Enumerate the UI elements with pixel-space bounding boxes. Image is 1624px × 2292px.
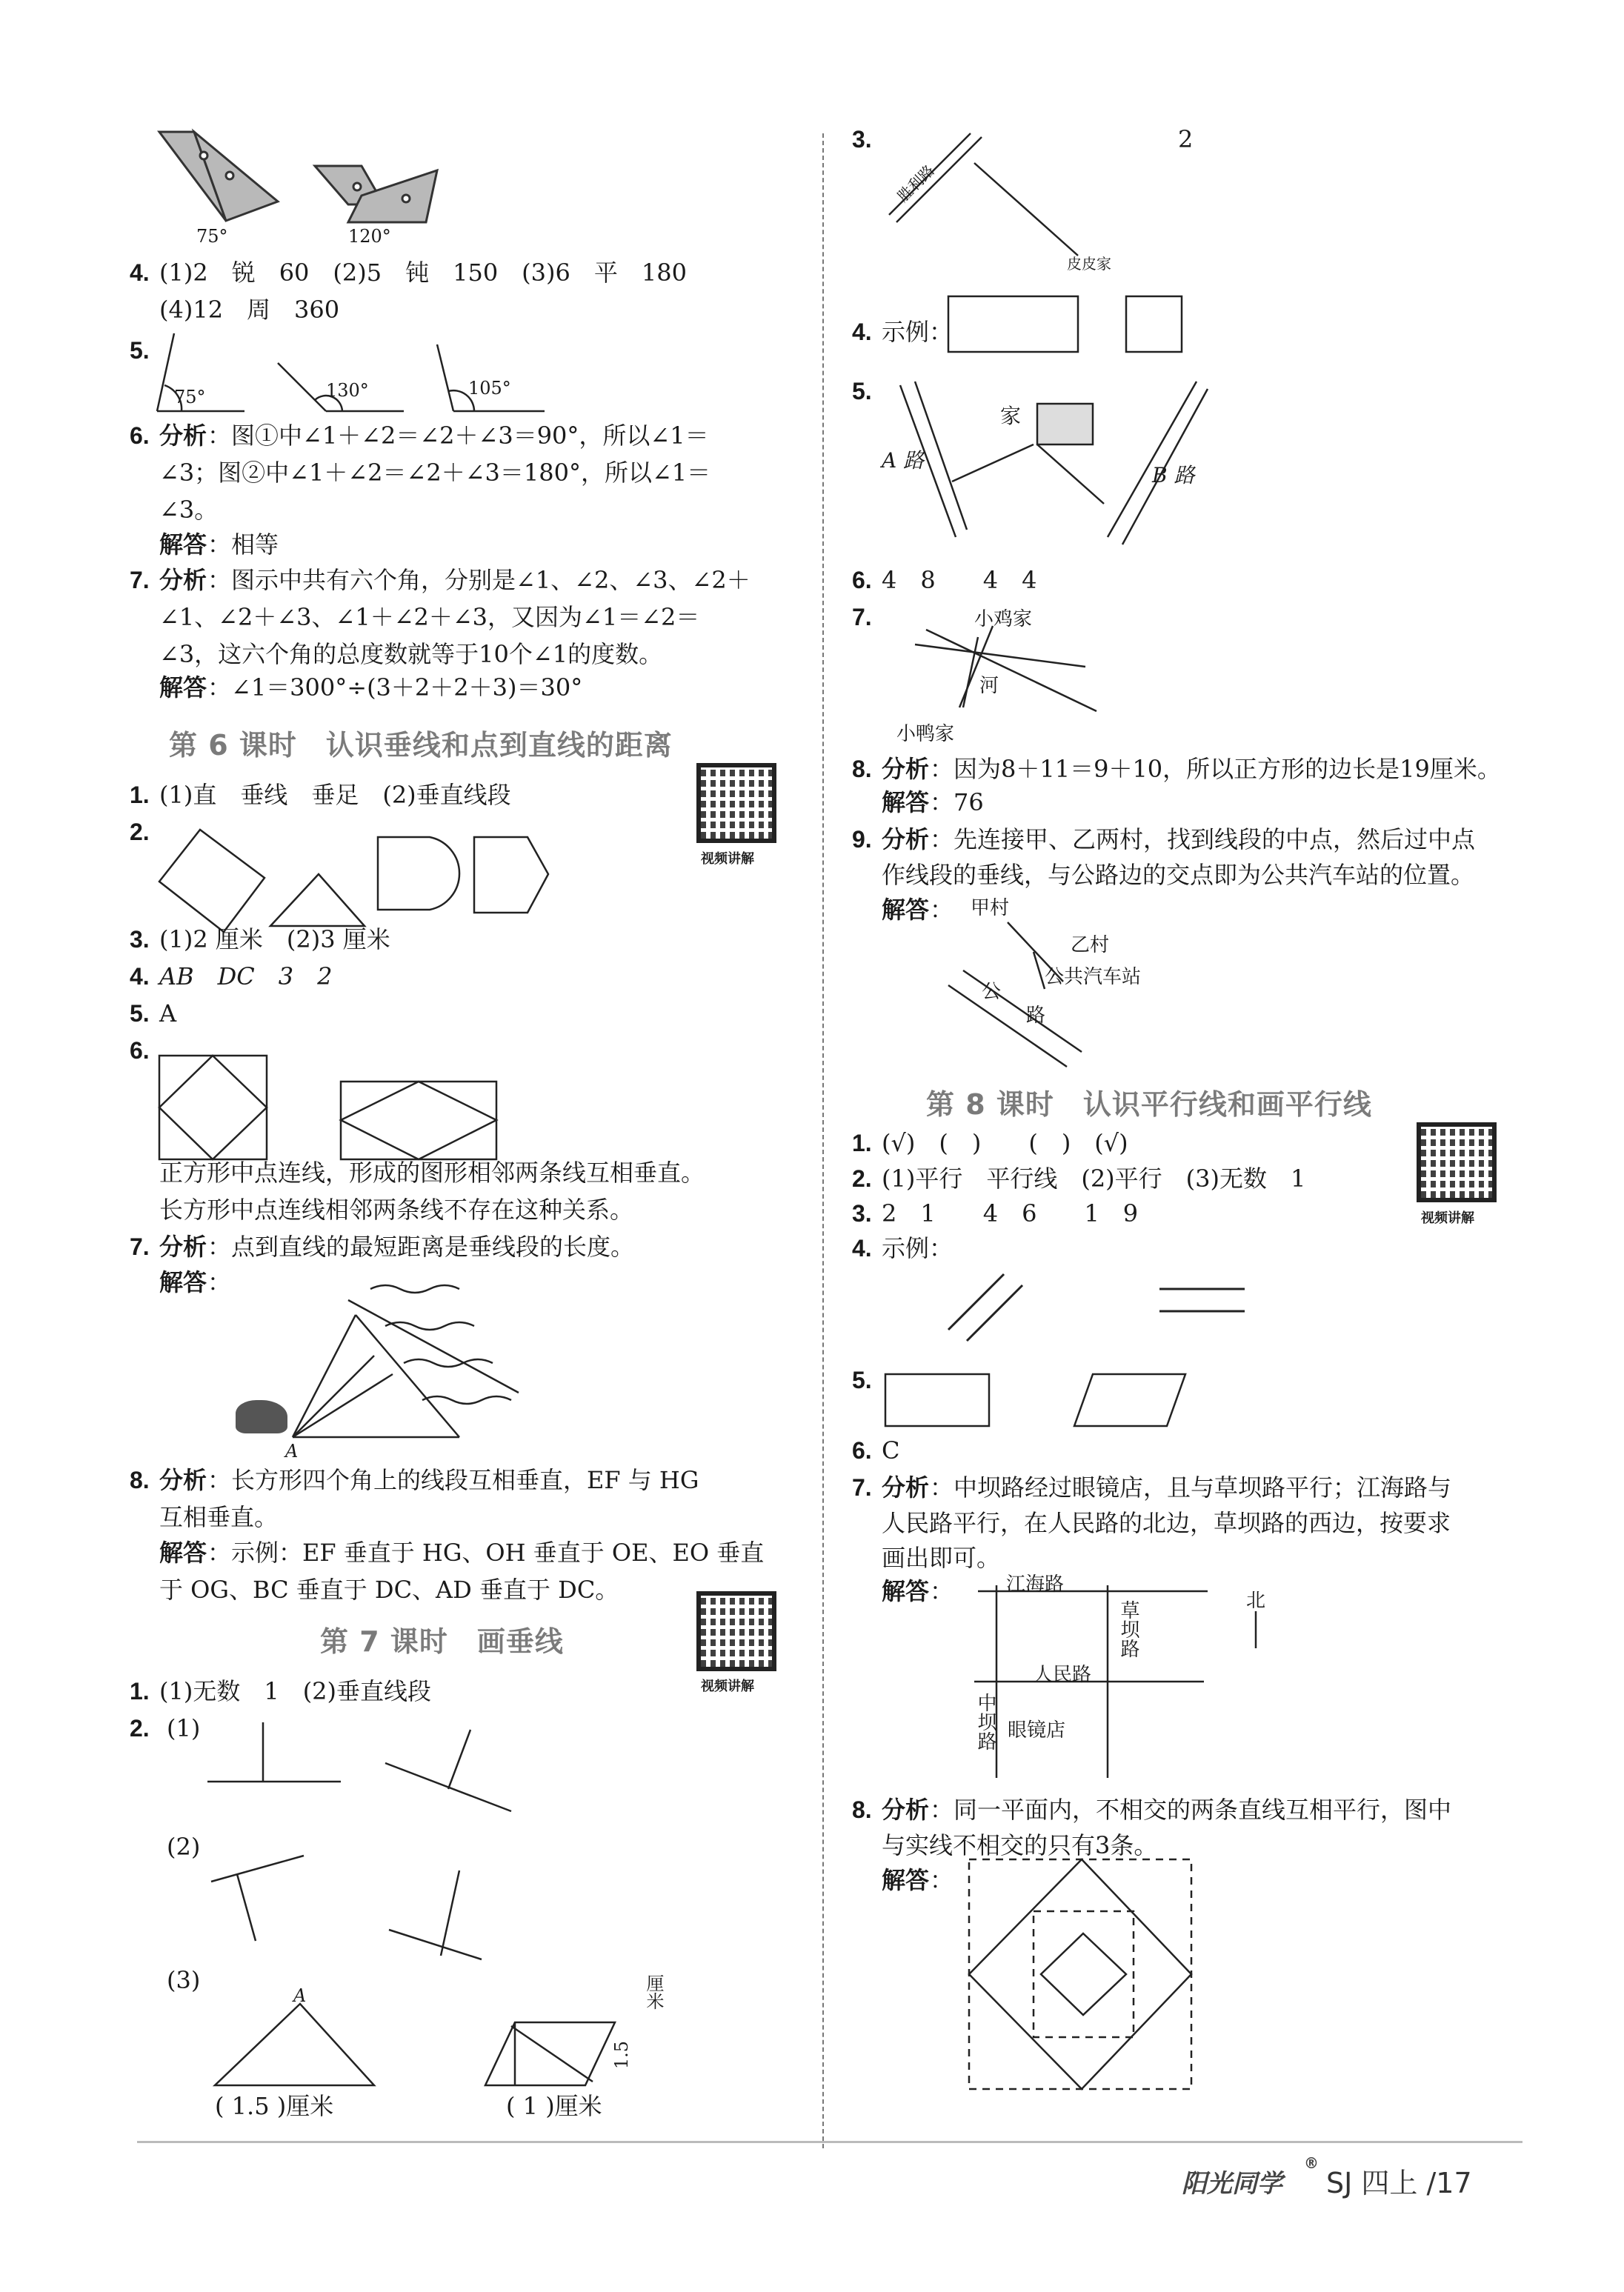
r-l8q4	[948, 1274, 1245, 1341]
lesson8-title: 第 8 课时 认识平行线和画平行线	[926, 1088, 1372, 1121]
r-q9-line1: ：先连接甲、乙两村，找到线段的中点，然后过中点	[930, 825, 1476, 853]
l7q2-figures	[207, 1722, 615, 2085]
r-q9-station: 公共汽车站	[1045, 966, 1142, 988]
l6q8-answer2: 于 OG、BC 垂直于 DC、AD 垂直于 DC。	[159, 1576, 619, 1604]
l7q2-sub1: (1)	[167, 1714, 201, 1742]
l6q8-num: 8.	[130, 1467, 150, 1493]
l6q7-analysis: ：点到直线的最短距离是垂线段的长度。	[207, 1233, 635, 1261]
r-q8-analysis-label: 分析	[882, 755, 930, 783]
r-q9-road2: 路	[1026, 1005, 1046, 1027]
r-l8q7-line3: 画出即可。	[882, 1544, 1001, 1572]
l6q1-num: 1.	[130, 782, 150, 808]
r-l8q4-text: 示例：	[882, 1234, 954, 1262]
r-l8q7-answer: ：	[930, 1577, 954, 1605]
l6q6-shapes	[159, 1056, 496, 1159]
l6q4-answer: AB DC 3 2	[159, 962, 333, 990]
l7q2-side-label: 1.5	[611, 2040, 633, 2070]
r-q4-text: 示例：	[882, 318, 954, 346]
r-l8q7-line1: ：中坝路经过眼镜店，且与草坝路平行；江海路与	[930, 1473, 1452, 1502]
l6q7-analysis-label: 分析	[159, 1233, 207, 1261]
footer-rule	[137, 2141, 1522, 2143]
qr-code-lesson6[interactable]	[696, 763, 776, 843]
l6q2-shapes	[159, 830, 548, 932]
l6q6-line2: 长方形中点连线相邻两条线不存在这种关系。	[159, 1196, 634, 1224]
r-q4-num: 4.	[852, 319, 872, 345]
l7q2-point-a: A	[293, 1985, 307, 2006]
r-l8q5	[885, 1374, 1185, 1426]
r-q3-extra: 2	[1178, 125, 1194, 153]
q6-answer: ：相等	[207, 530, 279, 559]
l6q1-answer: (1)直 垂线 垂足 (2)垂直线段	[159, 781, 511, 809]
r-q7	[915, 626, 1096, 711]
l6q7-answer-label: 解答	[159, 1268, 207, 1296]
l6q8-line2: 互相垂直。	[159, 1503, 279, 1531]
l6q8-answer1: ：示例：EF 垂直于 HG、OH 垂直于 OE、EO 垂直	[207, 1539, 765, 1567]
r-l8q7-num: 7.	[852, 1474, 872, 1501]
q6-line1: ：图①中∠1＋∠2＝∠2＋∠3＝90°，所以∠1＝	[207, 422, 709, 450]
q7-answer-label: 解答	[159, 673, 207, 702]
r-q7-num: 7.	[852, 604, 872, 630]
q4-answer-line2: (4)12 周 360	[159, 296, 340, 324]
q6-line2: ∠3；图②中∠1＋∠2＝∠2＋∠3＝180°，所以∠1＝	[159, 459, 711, 487]
q5-num: 5.	[130, 337, 150, 364]
set-square-120	[315, 166, 437, 222]
r-l8q7-shop: 眼镜店	[1008, 1719, 1066, 1742]
r-q8-answer: ：76	[930, 788, 984, 816]
q5-angle-1: 75°	[174, 387, 206, 407]
l6q8-analysis-label: 分析	[159, 1466, 207, 1494]
r-l8q7-north: 北	[1246, 1590, 1266, 1612]
q7-line2: ∠1、∠2＋∠3、∠1＋∠2＋∠3，又因为∠1＝∠2＝	[159, 603, 700, 631]
r-l8q3-answer: 2 1 4 6 1 9	[882, 1199, 1139, 1227]
r-q9-answer-label: 解答	[882, 896, 930, 924]
angle-label-120: 120°	[348, 226, 391, 247]
l7q2-sub3: (3)	[167, 1966, 201, 1994]
lesson7-title: 第 7 课时 画垂线	[320, 1625, 564, 1658]
l6q7-num: 7.	[130, 1233, 150, 1260]
r-l8q7-jianghai: 江海路	[1006, 1573, 1065, 1596]
r-q9-line2: 作线段的垂线，与公路边的交点即为公共汽车站的位置。	[882, 861, 1475, 889]
l6q7-point-a: A	[285, 1441, 299, 1462]
l6q6-line1: 正方形中点连线，形成的图形相邻两条线互相垂直。	[159, 1159, 705, 1187]
r-q9-road1: 公	[982, 981, 1002, 1003]
l6q5-num: 5.	[130, 1000, 150, 1027]
r-l8q2-num: 2.	[852, 1165, 872, 1192]
r-l8q1-answer: (√) ( ) ( ) (√)	[882, 1129, 1128, 1157]
r-l8q5-num: 5.	[852, 1367, 872, 1393]
r-q5-num: 5.	[852, 378, 872, 404]
q6-num: 6.	[130, 422, 150, 449]
l6q8-line1: ：长方形四个角上的线段互相垂直，EF 与 HG	[207, 1466, 699, 1494]
r-l8q6-answer: C	[882, 1436, 900, 1465]
lesson6-title: 第 6 课时 认识垂线和点到直线的距离	[169, 729, 673, 762]
r-q7-chick: 小鸡家	[974, 608, 1033, 630]
l6q3-answer: (1)2 厘米 (2)3 厘米	[159, 925, 390, 953]
q6-answer-label: 解答	[159, 530, 207, 559]
r-l8q2-answer: (1)平行 平行线 (2)平行 (3)无数 1	[882, 1165, 1306, 1193]
r-l8q7-analysis-label: 分析	[882, 1473, 930, 1502]
r-q9-analysis-label: 分析	[882, 825, 930, 853]
l7q2-side-unit: 厘米	[643, 1974, 664, 2010]
r-l8q3-num: 3.	[852, 1200, 872, 1227]
footer-reg: ®	[1304, 2154, 1319, 2172]
r-l8q8-analysis-label: 分析	[882, 1796, 930, 1824]
q7-line1: ：图示中共有六个角，分别是∠1、∠2、∠3、∠2＋	[207, 566, 751, 594]
r-q3-house: 皮皮家	[1067, 255, 1111, 273]
l7q1-answer: (1)无数 1 (2)垂直线段	[159, 1677, 432, 1705]
r-l8q7-renmin: 人民路	[1034, 1664, 1092, 1686]
q7-num: 7.	[130, 567, 150, 593]
q6-analysis-label: 分析	[159, 422, 207, 450]
qr-caption-lesson8: 视频讲解	[1421, 1210, 1474, 1226]
r-q6-num: 6.	[852, 567, 872, 593]
l6q3-num: 3.	[130, 926, 150, 953]
q5-angle-2: 130°	[326, 380, 369, 401]
r-l8q7-line2: 人民路平行，在人民路的北边，草坝路的西边，按要求	[882, 1509, 1451, 1537]
l7q2-cap1: ( 1.5 )厘米	[215, 2092, 334, 2120]
r-l8q7-zhongba: 中坝路	[974, 1693, 996, 1750]
l6q4-num: 4.	[130, 963, 150, 990]
l6q7-river	[293, 1285, 519, 1437]
r-q3-road: 胜利路	[893, 161, 938, 206]
q5-angle-3: 105°	[468, 378, 511, 399]
qr-code-lesson7[interactable]	[696, 1591, 776, 1671]
l7q2-sub2: (2)	[167, 1833, 201, 1861]
l6q5-answer: A	[159, 999, 177, 1027]
r-l8q7-caoba: 草坝路	[1117, 1600, 1139, 1658]
l7q2-num: 2.	[130, 1715, 150, 1742]
r-q7-duck: 小鸭家	[896, 723, 955, 745]
r-q3-num: 3.	[852, 126, 872, 153]
r-q5-home: 家	[1000, 404, 1022, 428]
r-q9-num: 9.	[852, 826, 872, 853]
r-l8q8-num: 8.	[852, 1796, 872, 1823]
l6q6-num: 6.	[130, 1037, 150, 1064]
r-l8q8-line1: ：同一平面内，不相交的两条直线互相平行，图中	[930, 1796, 1452, 1824]
qr-caption-lesson7: 视频讲解	[701, 1679, 754, 1694]
angle-label-75: 75°	[196, 226, 228, 247]
l6q2-num: 2.	[130, 819, 150, 845]
r-q5-road-b: B 路	[1152, 463, 1195, 487]
q4-answer-line1: (1)2 锐 60 (2)5 钝 150 (3)6 平 180	[159, 259, 687, 287]
r-q9-answer: ：	[930, 896, 954, 924]
horse-icon	[236, 1400, 287, 1433]
r-q8-analysis: ：因为8＋11＝9＋10，所以正方形的边长是19厘米。	[930, 755, 1501, 783]
r-l8q8	[969, 1859, 1191, 2089]
r-l8q6-num: 6.	[852, 1437, 872, 1464]
r-q5-road-a: A 路	[882, 448, 925, 473]
set-square-75	[159, 132, 278, 221]
l7q2-cap2: ( 1 )厘米	[506, 2092, 602, 2120]
r-l8q8-answer-label: 解答	[882, 1866, 930, 1894]
q4-num: 4.	[130, 259, 150, 286]
l6q7-answer: ：	[207, 1268, 232, 1296]
r-q4	[948, 296, 1182, 352]
r-q6-answer: 4 8 4 4	[882, 566, 1037, 594]
q6-line3: ∠3。	[159, 496, 219, 524]
footer-logo: 阳光同学	[1182, 2169, 1282, 2199]
r-l8q1-num: 1.	[852, 1130, 872, 1156]
qr-code-lesson8[interactable]	[1417, 1122, 1497, 1202]
q7-analysis-label: 分析	[159, 566, 207, 594]
r-q9-village1: 甲村	[971, 897, 1010, 919]
l6q8-answer-label: 解答	[159, 1539, 207, 1567]
qr-caption-lesson6: 视频讲解	[701, 851, 754, 867]
r-q7-river: 河	[979, 675, 999, 697]
q7-line3: ∠3，这六个角的总度数就等于10个∠1的度数。	[159, 640, 663, 668]
footer-grade: SJ 四上 /17	[1326, 2167, 1472, 2199]
r-q8-answer-label: 解答	[882, 788, 930, 816]
r-l8q8-line2: 与实线不相交的只有3条。	[882, 1831, 1158, 1859]
l7q1-num: 1.	[130, 1678, 150, 1705]
r-q9	[948, 922, 1082, 1067]
r-l8q4-num: 4.	[852, 1235, 872, 1262]
r-l8q7-answer-label: 解答	[882, 1577, 930, 1605]
r-q9-village2: 乙村	[1071, 934, 1110, 956]
q7-answer: ：∠1＝300°÷(3＋2＋2＋3)＝30°	[207, 673, 583, 702]
r-q8-num: 8.	[852, 756, 872, 782]
r-l8q8-answer: ：	[930, 1866, 954, 1894]
